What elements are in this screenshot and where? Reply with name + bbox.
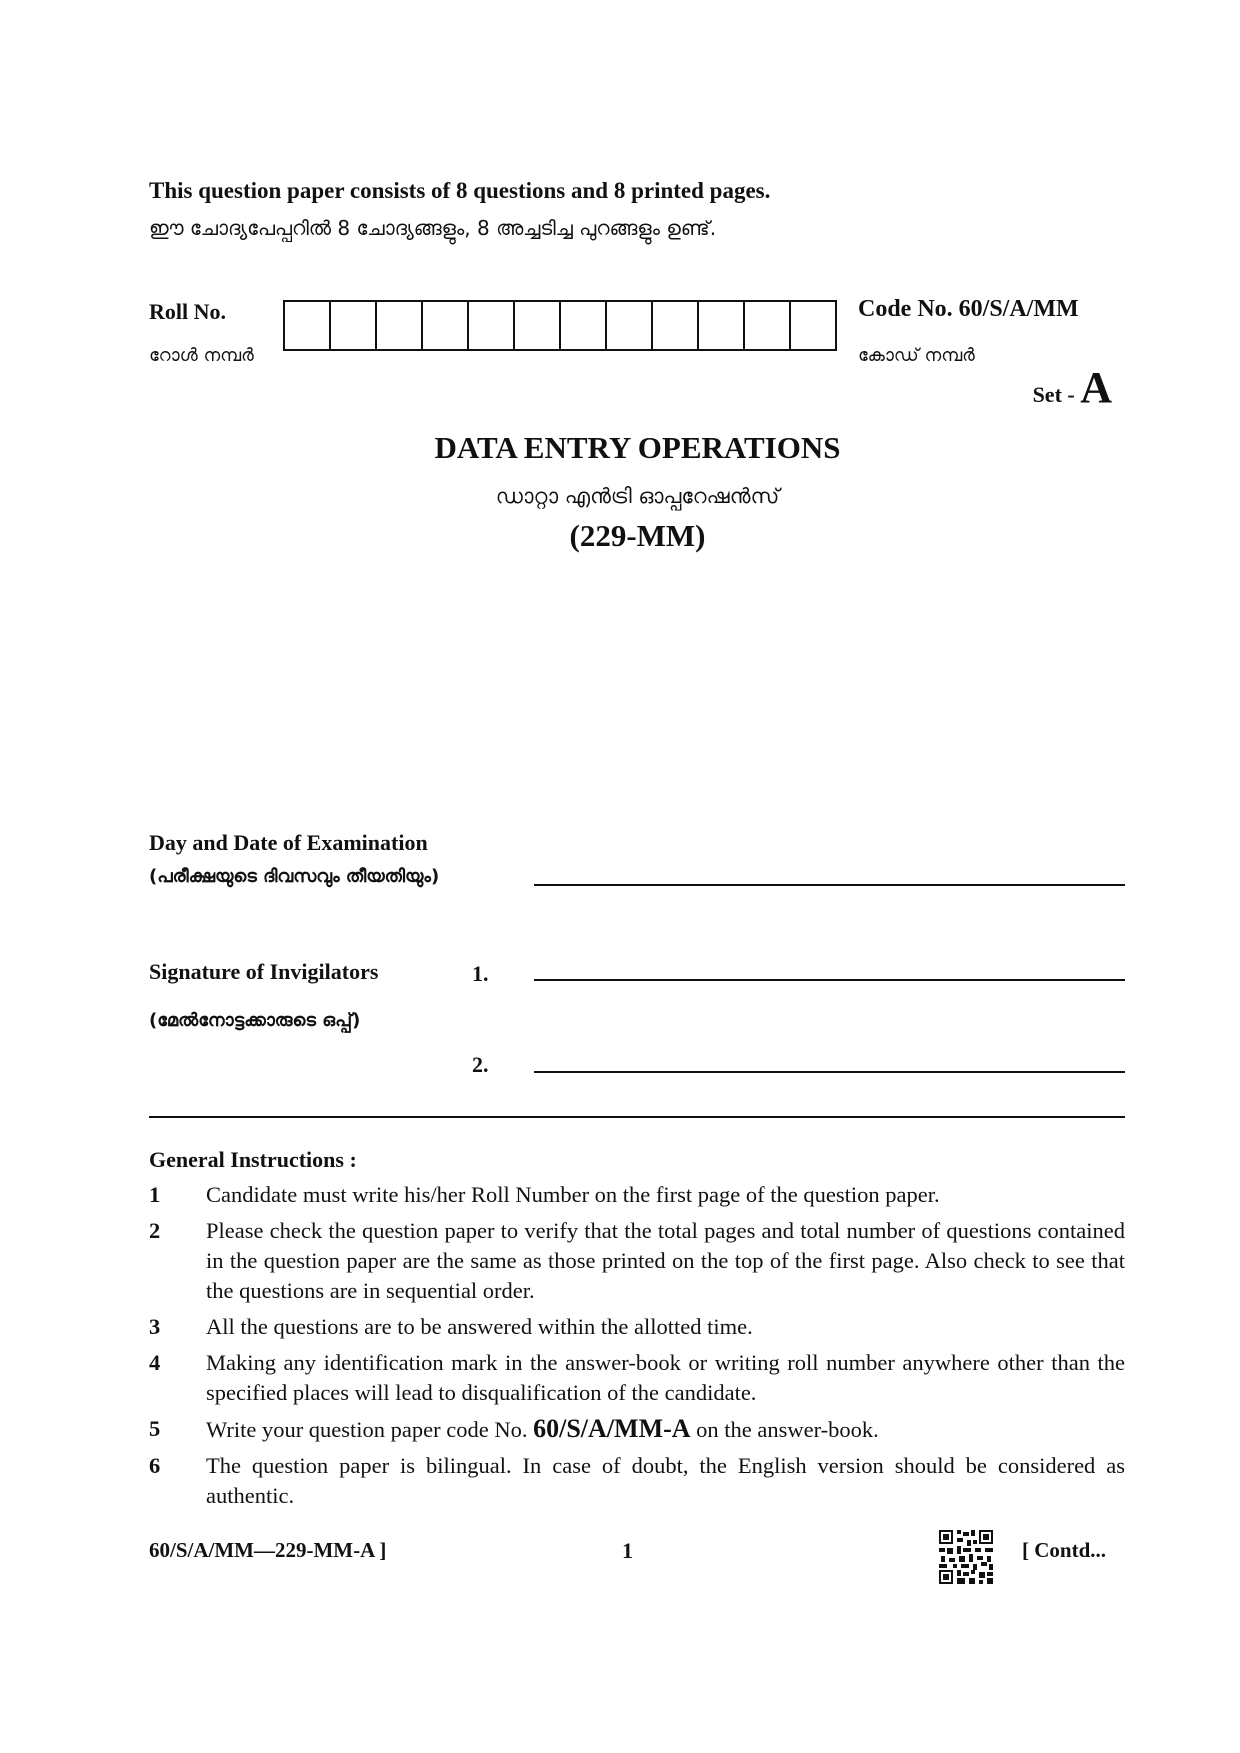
instruction-item [149,1348,1125,1408]
header-pages-info: This question paper consists of 8 questions and 8 printed pages. [149,178,771,203]
roll-number-box[interactable] [515,302,561,349]
header-pages-info-malayalam: ഈ ചോദ്യപേപ്പറിൽ 8 ചോദ്യങ്ങളും, 8 അച്ചടിച്ച പുറങ്ങളും ഉണ്ട്. [149,216,717,240]
roll-number-box[interactable] [561,302,607,349]
instruction-item [149,1451,1125,1511]
exam-date-label-malayalam: (പരീക്ഷയുടെ ദിവസവും തീയതിയും) [149,866,440,887]
subject-title-malayalam: ഡാറ്റാ എൻട്രി ഓപ്പറേഷൻസ് [495,484,780,508]
instruction-text: Candidate must write his/her Roll Number on the first page of the question paper. [206,1182,940,1207]
roll-number-box[interactable] [653,302,699,349]
subject-code: (229-MM) [569,518,706,553]
instruction-text-after: on the answer-book. [696,1417,879,1442]
instruction-text-before: Write your question paper code No. [206,1417,528,1442]
invigilator-signature-label: Signature of Invigilators [149,959,379,984]
set-letter: A [1080,363,1112,412]
instruction-number: 5 [149,1416,161,1441]
qr-code-icon [939,1530,993,1584]
instruction-number: 2 [149,1218,161,1243]
roll-number-boxes[interactable] [283,300,837,351]
signature-field-2[interactable] [534,1071,1125,1073]
signature-field-1[interactable] [534,979,1125,981]
section-divider [149,1116,1125,1118]
roll-number-box[interactable] [469,302,515,349]
instruction-item [149,1312,1125,1342]
instruction-item [149,1216,1125,1306]
roll-number-box[interactable] [331,302,377,349]
instruction-number: 6 [149,1453,161,1478]
instruction-number: 1 [149,1182,161,1207]
roll-number-box[interactable] [791,302,835,349]
signature-number-1: 1. [472,961,489,986]
signature-number-2: 2. [472,1052,489,1077]
invigilator-signature-label-malayalam: (മേൽനോട്ടക്കാരുടെ ഒപ്പ്) [149,1010,361,1031]
code-number-malayalam: കോഡ് നമ്പർ [858,345,975,366]
instructions-list [149,1180,1125,1517]
instruction-text: Please check the question paper to verify that the total pages and total number of questions contained in the question paper are the same as those printed on the top of the first page. Also check to see that the questions are in sequential order. [206,1218,1125,1303]
instruction-item [149,1414,1125,1445]
page-number: 1 [622,1538,633,1563]
roll-number-label: Roll No. [149,299,226,324]
instruction-item [149,1180,1125,1210]
roll-number-box[interactable] [285,302,331,349]
subject-title: DATA ENTRY OPERATIONS [434,430,841,465]
code-number: Code No. 60/S/A/MM [858,296,1079,322]
roll-number-box[interactable] [423,302,469,349]
instruction-text: All the questions are to be answered within the allotted time. [206,1314,753,1339]
footer-paper-code: 60/S/A/MM—229-MM-A ] [149,1538,387,1562]
answer-book-code: 60/S/A/MM-A [533,1414,691,1443]
roll-number-label-malayalam: റോൾ നമ്പർ [149,345,254,366]
continued-label: [ Contd... [1022,1538,1107,1562]
instructions-title: General Instructions : [149,1147,357,1172]
exam-date-label: Day and Date of Examination [149,830,428,855]
instruction-text [206,1414,1125,1445]
exam-date-field[interactable] [534,884,1125,886]
instruction-text: The question paper is bilingual. In case of doubt, the English version should be considered as authentic. [206,1453,1125,1508]
instruction-number: 3 [149,1314,161,1339]
roll-number-box[interactable] [745,302,791,349]
set-indicator [1033,362,1112,413]
roll-number-box[interactable] [699,302,745,349]
set-prefix: Set - [1032,382,1075,407]
roll-number-box[interactable] [377,302,423,349]
roll-number-box[interactable] [607,302,653,349]
instruction-number: 4 [149,1350,161,1375]
instruction-text: Making any identification mark in the answer-book or writing roll number anywhere other than the specified places will lead to disqualification of the candidate. [206,1350,1125,1405]
